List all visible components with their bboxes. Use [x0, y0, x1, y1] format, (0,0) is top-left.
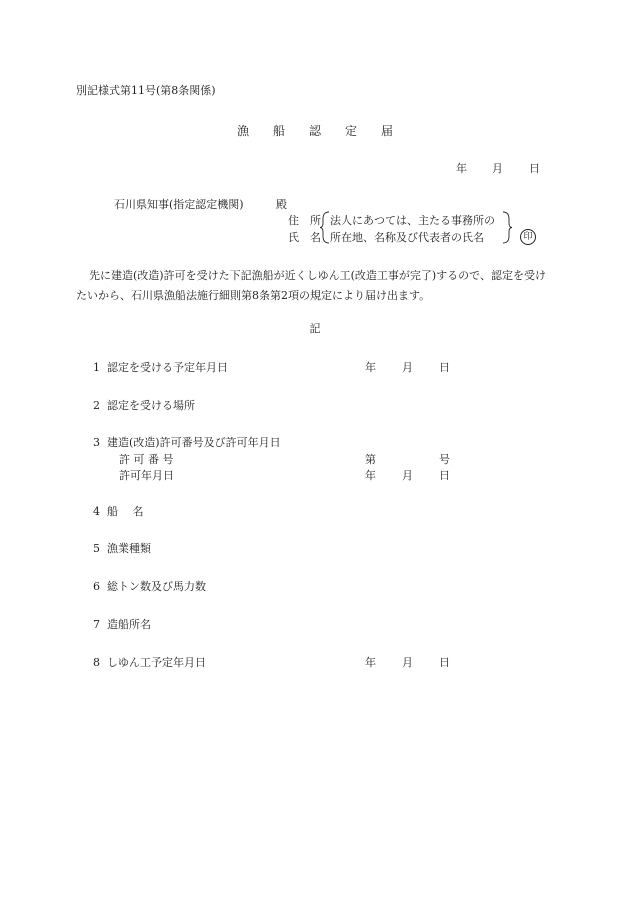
sub-item-label: 許可年月日 — [119, 469, 174, 482]
sub-item-suffix: 号 — [439, 453, 450, 466]
honorific: 殿 — [276, 198, 287, 211]
item-label: 船 名 — [107, 505, 144, 518]
item-number: 5 — [93, 542, 100, 555]
item-label: しゆん工予定年月日 — [107, 656, 206, 669]
item-number: 8 — [93, 656, 100, 669]
address-label: 住 所 — [288, 214, 321, 227]
item-label: 総トン数及び馬力数 — [107, 580, 206, 593]
item-label: 漁業種類 — [107, 542, 151, 555]
item-day: 日 — [439, 361, 450, 374]
item-number: 6 — [93, 580, 100, 593]
date-month: 月 — [492, 162, 503, 175]
form-number: 別記様式第11号(第8条関係) — [76, 84, 216, 97]
sub-item-year: 年 — [365, 469, 376, 482]
sub-item-day: 日 — [439, 469, 450, 482]
applicant-note-line1: 法人にあつては、主たる事務所の — [330, 214, 495, 227]
document-title: 漁 船 認 定 届 — [236, 124, 393, 138]
item-year: 年 — [365, 361, 376, 374]
item-label: 認定を受ける場所 — [107, 399, 195, 412]
applicant-note-line2: 所在地、名称及び代表者の氏名 — [330, 231, 484, 244]
item-number: 1 — [93, 361, 100, 374]
item-number: 4 — [93, 505, 100, 518]
item-month: 月 — [402, 361, 413, 374]
item-year: 年 — [365, 656, 376, 669]
date-year: 年 — [456, 162, 467, 175]
body-paragraph: 先に建造(改造)許可を受けた下記漁船が近くしゆん工(改造工事が完了)するので、認定を受けたいから、石川県漁船法施行細則第8条第2項の規定により届け出ます。 — [76, 269, 546, 302]
sub-item-prefix: 第 — [365, 453, 376, 466]
item-label: 造船所名 — [107, 618, 151, 631]
sub-item-label: 許 可 番 号 — [119, 453, 174, 466]
date-day: 日 — [529, 162, 540, 175]
seal-mark: 印 — [520, 229, 536, 245]
item-label: 建造(改造)許可番号及び許可年月日 — [107, 436, 281, 449]
item-month: 月 — [402, 656, 413, 669]
sub-item-month: 月 — [402, 469, 413, 482]
addressee: 石川県知事(指定認定機関) — [114, 198, 244, 211]
item-number: 3 — [93, 436, 100, 449]
item-number: 2 — [93, 399, 100, 412]
item-day: 日 — [439, 656, 450, 669]
ki-heading: 記 — [309, 322, 321, 335]
item-number: 7 — [93, 618, 100, 631]
name-label: 氏 名 — [288, 231, 321, 244]
item-label: 認定を受ける予定年月日 — [107, 361, 228, 374]
